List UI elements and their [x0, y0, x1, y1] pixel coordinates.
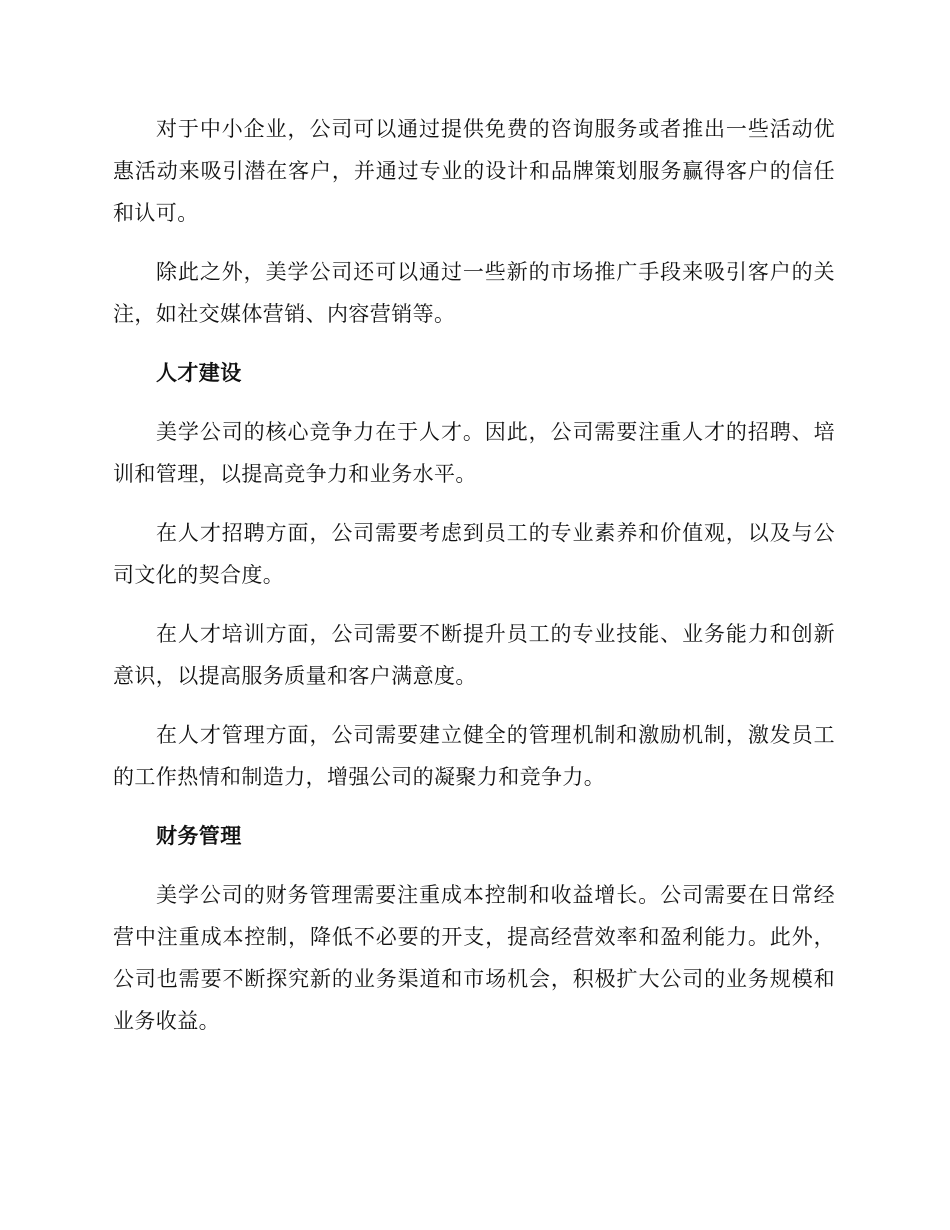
- section-heading-finance: 财务管理: [156, 824, 242, 848]
- paragraph-talent-training: 在人才培训方面，公司需要不断提升员工的专业技能、业务能力和创新意识，以提高服务质量和客户满意度。: [113, 622, 835, 688]
- paragraph-talent-recruitment: 在人才招聘方面，公司需要考虑到员工的专业素养和价值观，以及与公司文化的契合度。: [113, 521, 835, 587]
- section-heading-talent: 人才建设: [156, 361, 242, 385]
- paragraph-talent-management: 在人才管理方面，公司需要建立健全的管理机制和激励机制，激发员工的工作热情和制造力，增强公司的凝聚力和竞争力。: [113, 723, 835, 789]
- paragraph-finance: 美学公司的财务管理需要注重成本控制和收益增长。公司需要在日常经营中注重成本控制，降低不必要的开支，提高经营效率和盈利能力。此外，公司也需要不断探究新的业务渠道和市场机会，积极扩大公司的业务规模和业务收益。: [113, 883, 835, 1033]
- paragraph-marketing-channels: 除此之外，美学公司还可以通过一些新的市场推广手段来吸引客户的关注，如社交媒体营销、内容营销等。: [113, 260, 835, 326]
- document-page: [113, 108, 835, 1059]
- paragraph-sme-clients: 对于中小企业，公司可以通过提供免费的咨询服务或者推出一些活动优惠活动来吸引潜在客户，并通过专业的设计和品牌策划服务赢得客户的信任和认可。: [113, 117, 835, 225]
- paragraph-talent-core: 美学公司的核心竞争力在于人才。因此，公司需要注重人才的招聘、培训和管理，以提高竞争力和业务水平。: [113, 420, 835, 486]
